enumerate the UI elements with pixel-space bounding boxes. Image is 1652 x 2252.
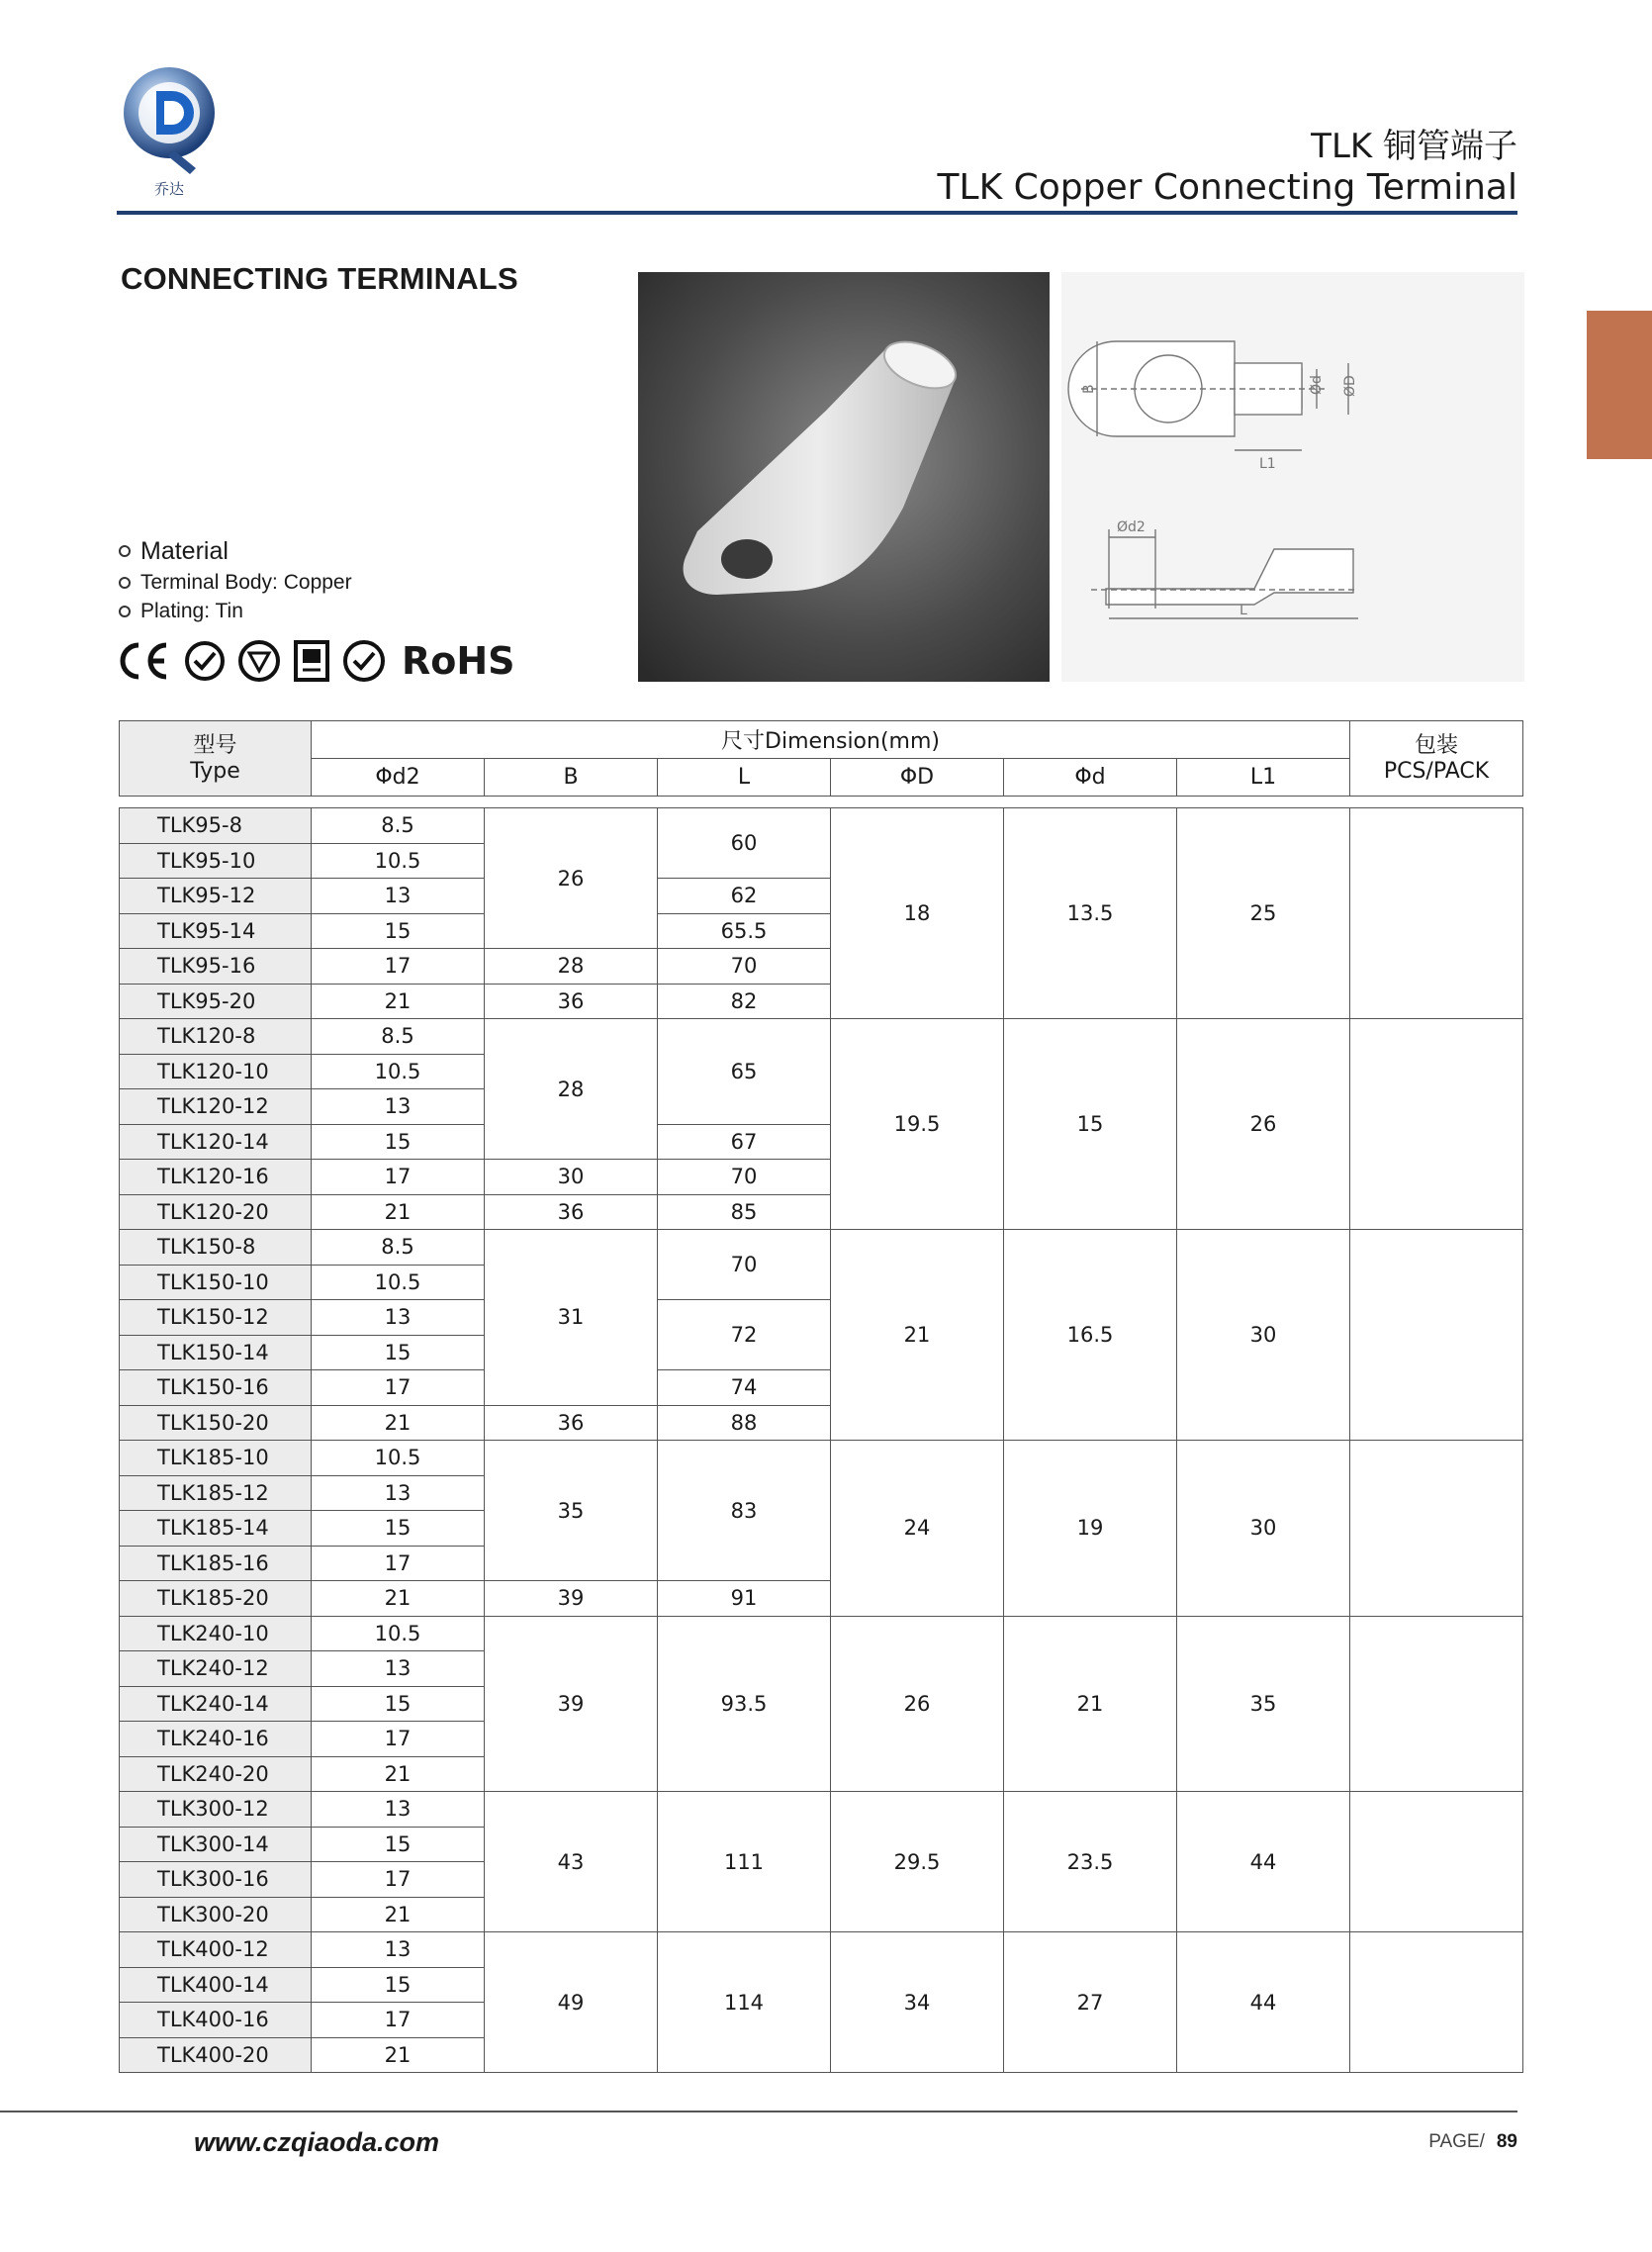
- technical-drawing: [1061, 272, 1524, 682]
- cell-type: TLK120-12: [120, 1089, 312, 1125]
- section-color-tab: [1587, 311, 1652, 459]
- rohs-mark: RoHS: [402, 639, 515, 683]
- certification-marks: [117, 635, 515, 687]
- cell-d2: 8.5: [312, 808, 485, 844]
- cell-l: 82: [658, 984, 831, 1019]
- cell-d2: 15: [312, 1967, 485, 2003]
- cell-d2: 8.5: [312, 1230, 485, 1266]
- cell-type: TLK240-16: [120, 1722, 312, 1757]
- cell-b: 43: [485, 1792, 658, 1932]
- header-col-l1: L1: [1177, 759, 1350, 797]
- cell-type: TLK185-20: [120, 1581, 312, 1617]
- cell-l: 65: [658, 1019, 831, 1125]
- cell-type: TLK240-14: [120, 1686, 312, 1722]
- cell-d2: 13: [312, 879, 485, 914]
- cell-b: 39: [485, 1581, 658, 1617]
- cell-l: 85: [658, 1194, 831, 1230]
- material-heading: Material: [140, 536, 229, 565]
- cell-type: TLK240-10: [120, 1616, 312, 1651]
- cell-od: 18: [831, 808, 1004, 1019]
- cell-pack: [1350, 808, 1523, 1019]
- cell-d2: 17: [312, 1862, 485, 1898]
- cell-l: 114: [658, 1932, 831, 2073]
- cell-d2: 21: [312, 1581, 485, 1617]
- cell-d2: 21: [312, 984, 485, 1019]
- table-row: [120, 1932, 1523, 1968]
- cell-d2: 8.5: [312, 1019, 485, 1055]
- table-header: [120, 721, 1523, 797]
- cell-l: 74: [658, 1370, 831, 1406]
- header-dimension: 尺寸Dimension(mm): [312, 721, 1350, 759]
- cell-d2: 17: [312, 1160, 485, 1195]
- cell-d2: 17: [312, 1722, 485, 1757]
- cell-d2: 13: [312, 1932, 485, 1968]
- cell-d2: 10.5: [312, 843, 485, 879]
- header-col-b: B: [485, 759, 658, 797]
- cell-d2: 15: [312, 1124, 485, 1160]
- footer-divider: [0, 2111, 1517, 2112]
- table-row: [120, 808, 1523, 844]
- ccc-mark-icon: [184, 639, 226, 683]
- material-item-text: Plating: Tin: [140, 599, 243, 622]
- cell-type: TLK95-16: [120, 949, 312, 985]
- cell-d2: 21: [312, 1756, 485, 1792]
- cell-type: TLK400-20: [120, 2037, 312, 2073]
- cell-b: 49: [485, 1932, 658, 2073]
- cell-type: TLK300-16: [120, 1862, 312, 1898]
- cell-type: TLK150-8: [120, 1230, 312, 1266]
- cell-type: TLK400-14: [120, 1967, 312, 2003]
- table-body: [120, 808, 1523, 2073]
- title-chinese: TLK 铜管端子: [1311, 127, 1517, 166]
- cell-type: TLK120-20: [120, 1194, 312, 1230]
- cell-b: 35: [485, 1441, 658, 1581]
- cell-id: 19: [1004, 1441, 1177, 1617]
- cell-od: 19.5: [831, 1019, 1004, 1230]
- cell-d2: 17: [312, 1370, 485, 1406]
- cell-type: TLK185-14: [120, 1511, 312, 1547]
- cell-l: 88: [658, 1405, 831, 1441]
- cell-l: 60: [658, 808, 831, 879]
- label-b: B: [1081, 384, 1097, 394]
- cell-b: 36: [485, 1405, 658, 1441]
- cell-b: 30: [485, 1160, 658, 1195]
- cell-d2: 21: [312, 1897, 485, 1932]
- company-logo: [117, 61, 222, 200]
- header-col-od: ΦD: [831, 759, 1004, 797]
- cell-b: 36: [485, 984, 658, 1019]
- specification-table: [119, 720, 1523, 2073]
- label-d: Ød: [1309, 375, 1325, 395]
- cell-d2: 10.5: [312, 1441, 485, 1476]
- cell-d2: 13: [312, 1651, 485, 1687]
- header-col-id: Φd: [1004, 759, 1177, 797]
- cell-id: 16.5: [1004, 1230, 1177, 1441]
- page-indicator: [1428, 2131, 1517, 2153]
- cell-od: 21: [831, 1230, 1004, 1441]
- cell-d2: 17: [312, 1546, 485, 1581]
- cell-type: TLK185-16: [120, 1546, 312, 1581]
- label-od: ØD: [1342, 375, 1358, 397]
- product-photo: [638, 272, 1050, 682]
- label-d2: Ød2: [1117, 519, 1146, 535]
- cell-type: TLK95-10: [120, 843, 312, 879]
- cell-l1: 26: [1177, 1019, 1350, 1230]
- cell-l: 111: [658, 1792, 831, 1932]
- cell-pack: [1350, 1019, 1523, 1230]
- cell-d2: 15: [312, 1827, 485, 1862]
- quality-mark-icon: [237, 639, 281, 683]
- cell-d2: 15: [312, 1335, 485, 1370]
- page-number: 89: [1496, 2131, 1517, 2152]
- sgs-mark-icon: [342, 639, 386, 683]
- cell-d2: 10.5: [312, 1054, 485, 1089]
- cell-l1: 30: [1177, 1441, 1350, 1617]
- cell-type: TLK240-12: [120, 1651, 312, 1687]
- bullet-icon: [119, 577, 131, 589]
- title-english: TLK Copper Connecting Terminal: [937, 167, 1517, 208]
- cell-id: 15: [1004, 1019, 1177, 1230]
- page-label: PAGE/: [1428, 2131, 1485, 2152]
- cell-type: TLK185-10: [120, 1441, 312, 1476]
- cell-type: TLK150-14: [120, 1335, 312, 1370]
- cell-d2: 15: [312, 913, 485, 949]
- header-type-en: Type: [190, 758, 240, 784]
- cell-type: TLK95-8: [120, 808, 312, 844]
- cell-d2: 17: [312, 949, 485, 985]
- cell-type: TLK120-16: [120, 1160, 312, 1195]
- cell-type: TLK150-10: [120, 1265, 312, 1300]
- material-item: [119, 597, 352, 625]
- cell-l1: 30: [1177, 1230, 1350, 1441]
- cell-od: 34: [831, 1932, 1004, 2073]
- cell-type: TLK150-20: [120, 1405, 312, 1441]
- cell-l1: 35: [1177, 1616, 1350, 1792]
- cell-b: 26: [485, 808, 658, 949]
- table-gap: [120, 797, 1523, 808]
- cell-l: 67: [658, 1124, 831, 1160]
- cell-d2: 21: [312, 1405, 485, 1441]
- cell-type: TLK150-12: [120, 1300, 312, 1336]
- cell-id: 13.5: [1004, 808, 1177, 1019]
- cell-type: TLK95-14: [120, 913, 312, 949]
- header-col-d2: Φd2: [312, 759, 485, 797]
- cell-l: 70: [658, 949, 831, 985]
- cell-type: TLK300-20: [120, 1897, 312, 1932]
- material-item-text: Terminal Body: Copper: [140, 570, 352, 594]
- header-pack-cn: 包装: [1414, 732, 1458, 758]
- cell-l: 70: [658, 1230, 831, 1300]
- cell-l: 93.5: [658, 1616, 831, 1792]
- cell-l: 83: [658, 1441, 831, 1581]
- cell-d2: 13: [312, 1475, 485, 1511]
- table-row: [120, 1230, 1523, 1266]
- cell-l: 70: [658, 1160, 831, 1195]
- header-pack-en: PCS/PACK: [1383, 758, 1490, 784]
- cell-b: 31: [485, 1230, 658, 1406]
- cell-d2: 10.5: [312, 1265, 485, 1300]
- header-divider: [117, 211, 1517, 215]
- cell-l1: 44: [1177, 1932, 1350, 2073]
- cell-d2: 17: [312, 2003, 485, 2038]
- table-row: [120, 1441, 1523, 1476]
- logo-text: 乔达: [153, 180, 185, 198]
- cell-l: 91: [658, 1581, 831, 1617]
- material-heading-line: [119, 534, 352, 568]
- cell-d2: 13: [312, 1300, 485, 1336]
- label-l: L: [1239, 603, 1247, 618]
- table-row: [120, 1019, 1523, 1055]
- cell-type: TLK95-20: [120, 984, 312, 1019]
- ce-mark-icon: [117, 639, 172, 683]
- cell-d2: 13: [312, 1792, 485, 1828]
- cell-l1: 44: [1177, 1792, 1350, 1932]
- cell-l: 65.5: [658, 913, 831, 949]
- cell-type: TLK240-20: [120, 1756, 312, 1792]
- header-pack: [1350, 721, 1523, 797]
- table-row: [120, 1792, 1523, 1828]
- cell-b: 28: [485, 949, 658, 985]
- cell-od: 24: [831, 1441, 1004, 1617]
- page-header-title: [938, 127, 1517, 210]
- cell-type: TLK400-12: [120, 1932, 312, 1968]
- cell-id: 23.5: [1004, 1792, 1177, 1932]
- cell-d2: 21: [312, 1194, 485, 1230]
- cell-d2: 13: [312, 1089, 485, 1125]
- cell-d2: 10.5: [312, 1616, 485, 1651]
- cell-type: TLK120-14: [120, 1124, 312, 1160]
- cell-l: 72: [658, 1300, 831, 1370]
- cell-pack: [1350, 1932, 1523, 2073]
- cell-l: 62: [658, 879, 831, 914]
- cell-type: TLK185-12: [120, 1475, 312, 1511]
- cell-type: TLK400-16: [120, 2003, 312, 2038]
- cell-d2: 15: [312, 1511, 485, 1547]
- cell-b: 28: [485, 1019, 658, 1160]
- cell-l1: 25: [1177, 808, 1350, 1019]
- cell-pack: [1350, 1441, 1523, 1617]
- cell-type: TLK120-10: [120, 1054, 312, 1089]
- cell-type: TLK120-8: [120, 1019, 312, 1055]
- header-col-l: L: [658, 759, 831, 797]
- cell-pack: [1350, 1616, 1523, 1792]
- bullet-icon: [119, 545, 131, 557]
- table-row: [120, 1616, 1523, 1651]
- cell-type: TLK300-12: [120, 1792, 312, 1828]
- label-l1: L1: [1259, 456, 1276, 472]
- cell-type: TLK300-14: [120, 1827, 312, 1862]
- header-type-cn: 型号: [193, 732, 237, 758]
- cell-id: 21: [1004, 1616, 1177, 1792]
- cell-od: 29.5: [831, 1792, 1004, 1932]
- section-title: CONNECTING TERMINALS: [121, 261, 518, 296]
- material-section: [119, 534, 352, 625]
- website-url[interactable]: www.czqiaoda.com: [194, 2127, 440, 2157]
- cell-b: 36: [485, 1194, 658, 1230]
- iso-mark-icon: [293, 639, 330, 683]
- cell-d2: 21: [312, 2037, 485, 2073]
- cell-type: TLK95-12: [120, 879, 312, 914]
- cell-b: 39: [485, 1616, 658, 1792]
- material-item: [119, 568, 352, 597]
- cell-od: 26: [831, 1616, 1004, 1792]
- cell-id: 27: [1004, 1932, 1177, 2073]
- cell-pack: [1350, 1792, 1523, 1932]
- cell-type: TLK150-16: [120, 1370, 312, 1406]
- header-type: [120, 721, 312, 797]
- cell-pack: [1350, 1230, 1523, 1441]
- cell-d2: 15: [312, 1686, 485, 1722]
- bullet-icon: [119, 606, 131, 617]
